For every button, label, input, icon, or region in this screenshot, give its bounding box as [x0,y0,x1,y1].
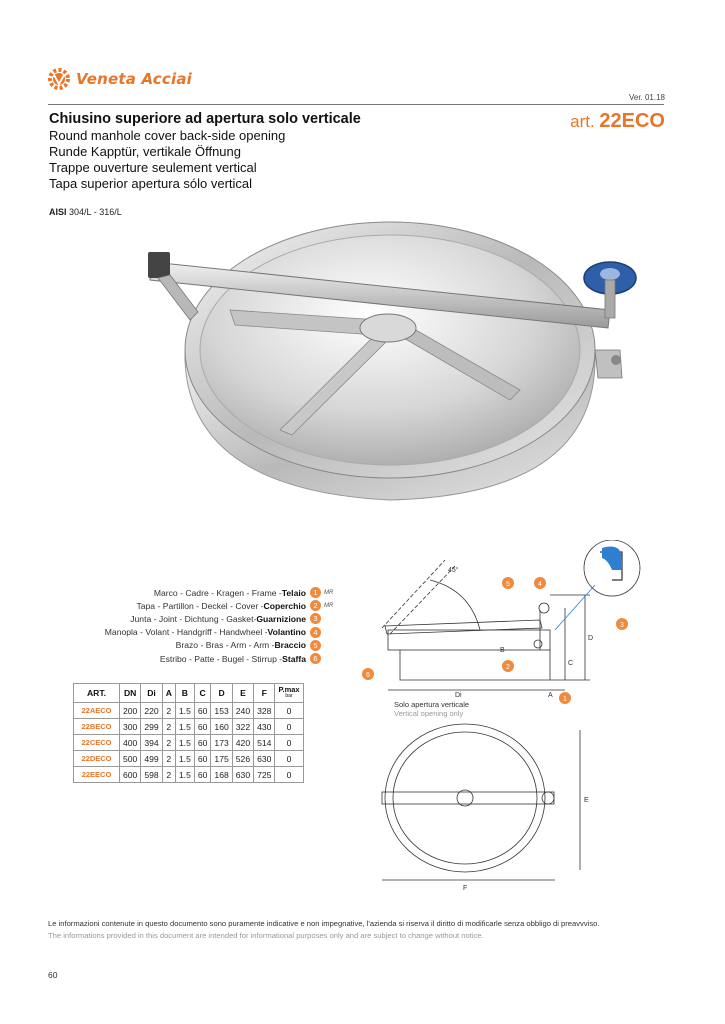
col-d: D [211,684,232,703]
col-pmax: P.max bar [275,684,303,703]
col-c: C [194,684,211,703]
title-english: Round manhole cover back-side opening [49,128,286,143]
col-a: A [162,684,175,703]
table-cell: 2 [162,751,175,767]
svg-text:4: 4 [538,581,542,588]
table-cell: 600 [120,767,141,783]
col-f: F [254,684,275,703]
article-code-cell: 22AECO [74,703,120,719]
dim-di: Di [455,692,462,699]
brand-name: Veneta Acciai [76,70,192,88]
legend-item-gasket: Junta - Joint - Dichtung - Gasket- Guarnizione 3 [70,612,338,625]
article-code [570,110,665,133]
material-note: MR [324,602,334,609]
table-cell: 0 [275,719,303,735]
table-cell: 400 [120,735,141,751]
table-cell: 160 [211,719,232,735]
dim-b: B [500,647,505,654]
table-cell: 200 [120,703,141,719]
material-note: MR [324,589,334,596]
callout-badge: 4 [310,627,321,638]
version-label: Ver. 01.18 [628,93,665,102]
header-divider [48,104,664,105]
svg-text:5: 5 [506,581,510,588]
table-cell: 168 [211,767,232,783]
table-cell: 630 [232,767,253,783]
brand-logo [46,64,192,94]
col-e: E [232,684,253,703]
opening-note [394,700,469,718]
table-cell: 430 [254,719,275,735]
table-cell: 1.5 [175,735,194,751]
table-cell: 60 [194,703,211,719]
table-row [74,703,304,719]
title-german: Runde Kapptür, vertikale Öffnung [49,144,241,159]
page-number: 60 [48,970,58,980]
col-art: ART. [74,684,120,703]
table-cell: 514 [254,735,275,751]
table-header-row [74,684,304,703]
product-titles [49,111,469,192]
svg-text:2: 2 [506,664,510,671]
article-prefix: art. [570,112,595,131]
table-cell: 240 [232,703,253,719]
table-cell: 328 [254,703,275,719]
dim-f: F [463,885,468,892]
article-code-cell: 22BECO [74,719,120,735]
table-cell: 0 [275,703,303,719]
table-row [74,735,304,751]
table-cell: 420 [232,735,253,751]
col-b: B [175,684,194,703]
table-cell: 394 [141,735,162,751]
title-french: Trappe ouverture seulement vertical [49,160,257,175]
article-code-cell: 22CECO [74,735,120,751]
technical-drawing [360,540,650,900]
disclaimer-italian: Le informazioni contenute in questo documento sono puramente indicative e non impegnative, l'azienda si riserva il diritto di modificarle senza obbligo di preavvviso. [48,919,600,928]
legend-item-handwheel: Manopla - Volant - Handgriff - Handwheel - Volantino 4 [70,626,338,639]
article-code-cell: 22DECO [74,751,120,767]
legend-item-cover: Tapa - Partillon - Deckel - Cover - Coperchio 2 MR [70,599,338,612]
legend-item-frame: Marco - Cadre - Kragen - Frame - Telaio 1 MR [70,586,338,599]
table-cell: 322 [232,719,253,735]
table-cell: 1.5 [175,703,194,719]
table-cell: 598 [141,767,162,783]
table-cell: 60 [194,751,211,767]
table-cell: 299 [141,719,162,735]
table-row [74,719,304,735]
table-cell: 2 [162,767,175,783]
table-cell: 60 [194,767,211,783]
legend-item-stirrup: Estribo - Patte - Bugel - Stirrup - Staffa 6 [70,652,338,665]
svg-text:6: 6 [366,672,370,679]
dim-e: E [584,797,589,804]
table-cell: 175 [211,751,232,767]
table-cell: 60 [194,735,211,751]
callout-badge: 5 [310,640,321,651]
table-cell: 0 [275,751,303,767]
dim-d: D [588,635,594,642]
table-cell: 1.5 [175,719,194,735]
material-value: 304/L - 316/L [69,207,122,217]
callout-badge: 3 [310,613,321,624]
legend-item-arm: Brazo - Bras - Arm - Arm - Braccio 5 [70,639,338,652]
table-cell: 220 [141,703,162,719]
callout-badge: 6 [310,653,321,664]
table-cell: 630 [254,751,275,767]
table-cell: 60 [194,719,211,735]
col-dn: DN [120,684,141,703]
callout-badge: 1 [310,587,321,598]
material-label: AISI [49,207,67,217]
table-cell: 2 [162,735,175,751]
table-cell: 725 [254,767,275,783]
material-spec [49,207,122,217]
table-cell: 1.5 [175,751,194,767]
gear-logo-icon [46,66,72,92]
title-italian: Chiusino superiore ad apertura solo verticale [49,111,361,127]
svg-text:1: 1 [563,696,567,703]
dimensions-table [73,683,304,783]
dim-a: A [548,692,553,699]
title-spanish: Tapa superior apertura sólo vertical [49,176,253,191]
table-cell: 2 [162,719,175,735]
parts-legend [70,586,338,665]
product-photo [140,200,640,520]
table-cell: 1.5 [175,767,194,783]
table-cell: 2 [162,703,175,719]
opening-note-english: Vertical opening only [394,709,464,718]
article-number: 22ECO [599,110,665,132]
dim-angle: 45° [448,567,459,574]
dim-c: C [568,660,574,667]
table-row [74,751,304,767]
table-cell: 500 [120,751,141,767]
table-cell: 0 [275,767,303,783]
opening-note-italian: Solo apertura verticale [394,700,470,709]
table-cell: 499 [141,751,162,767]
svg-text:3: 3 [620,622,624,629]
table-cell: 526 [232,751,253,767]
disclaimer-english: The informations provided in this document are intended for informational purposes only and are subject to change without notice. [48,931,484,940]
table-cell: 0 [275,735,303,751]
callout-badge: 2 [310,600,321,611]
table-cell: 300 [120,719,141,735]
table-cell: 153 [211,703,232,719]
article-code-cell: 22EECO [74,767,120,783]
col-di: Di [141,684,162,703]
table-cell: 173 [211,735,232,751]
table-row [74,767,304,783]
